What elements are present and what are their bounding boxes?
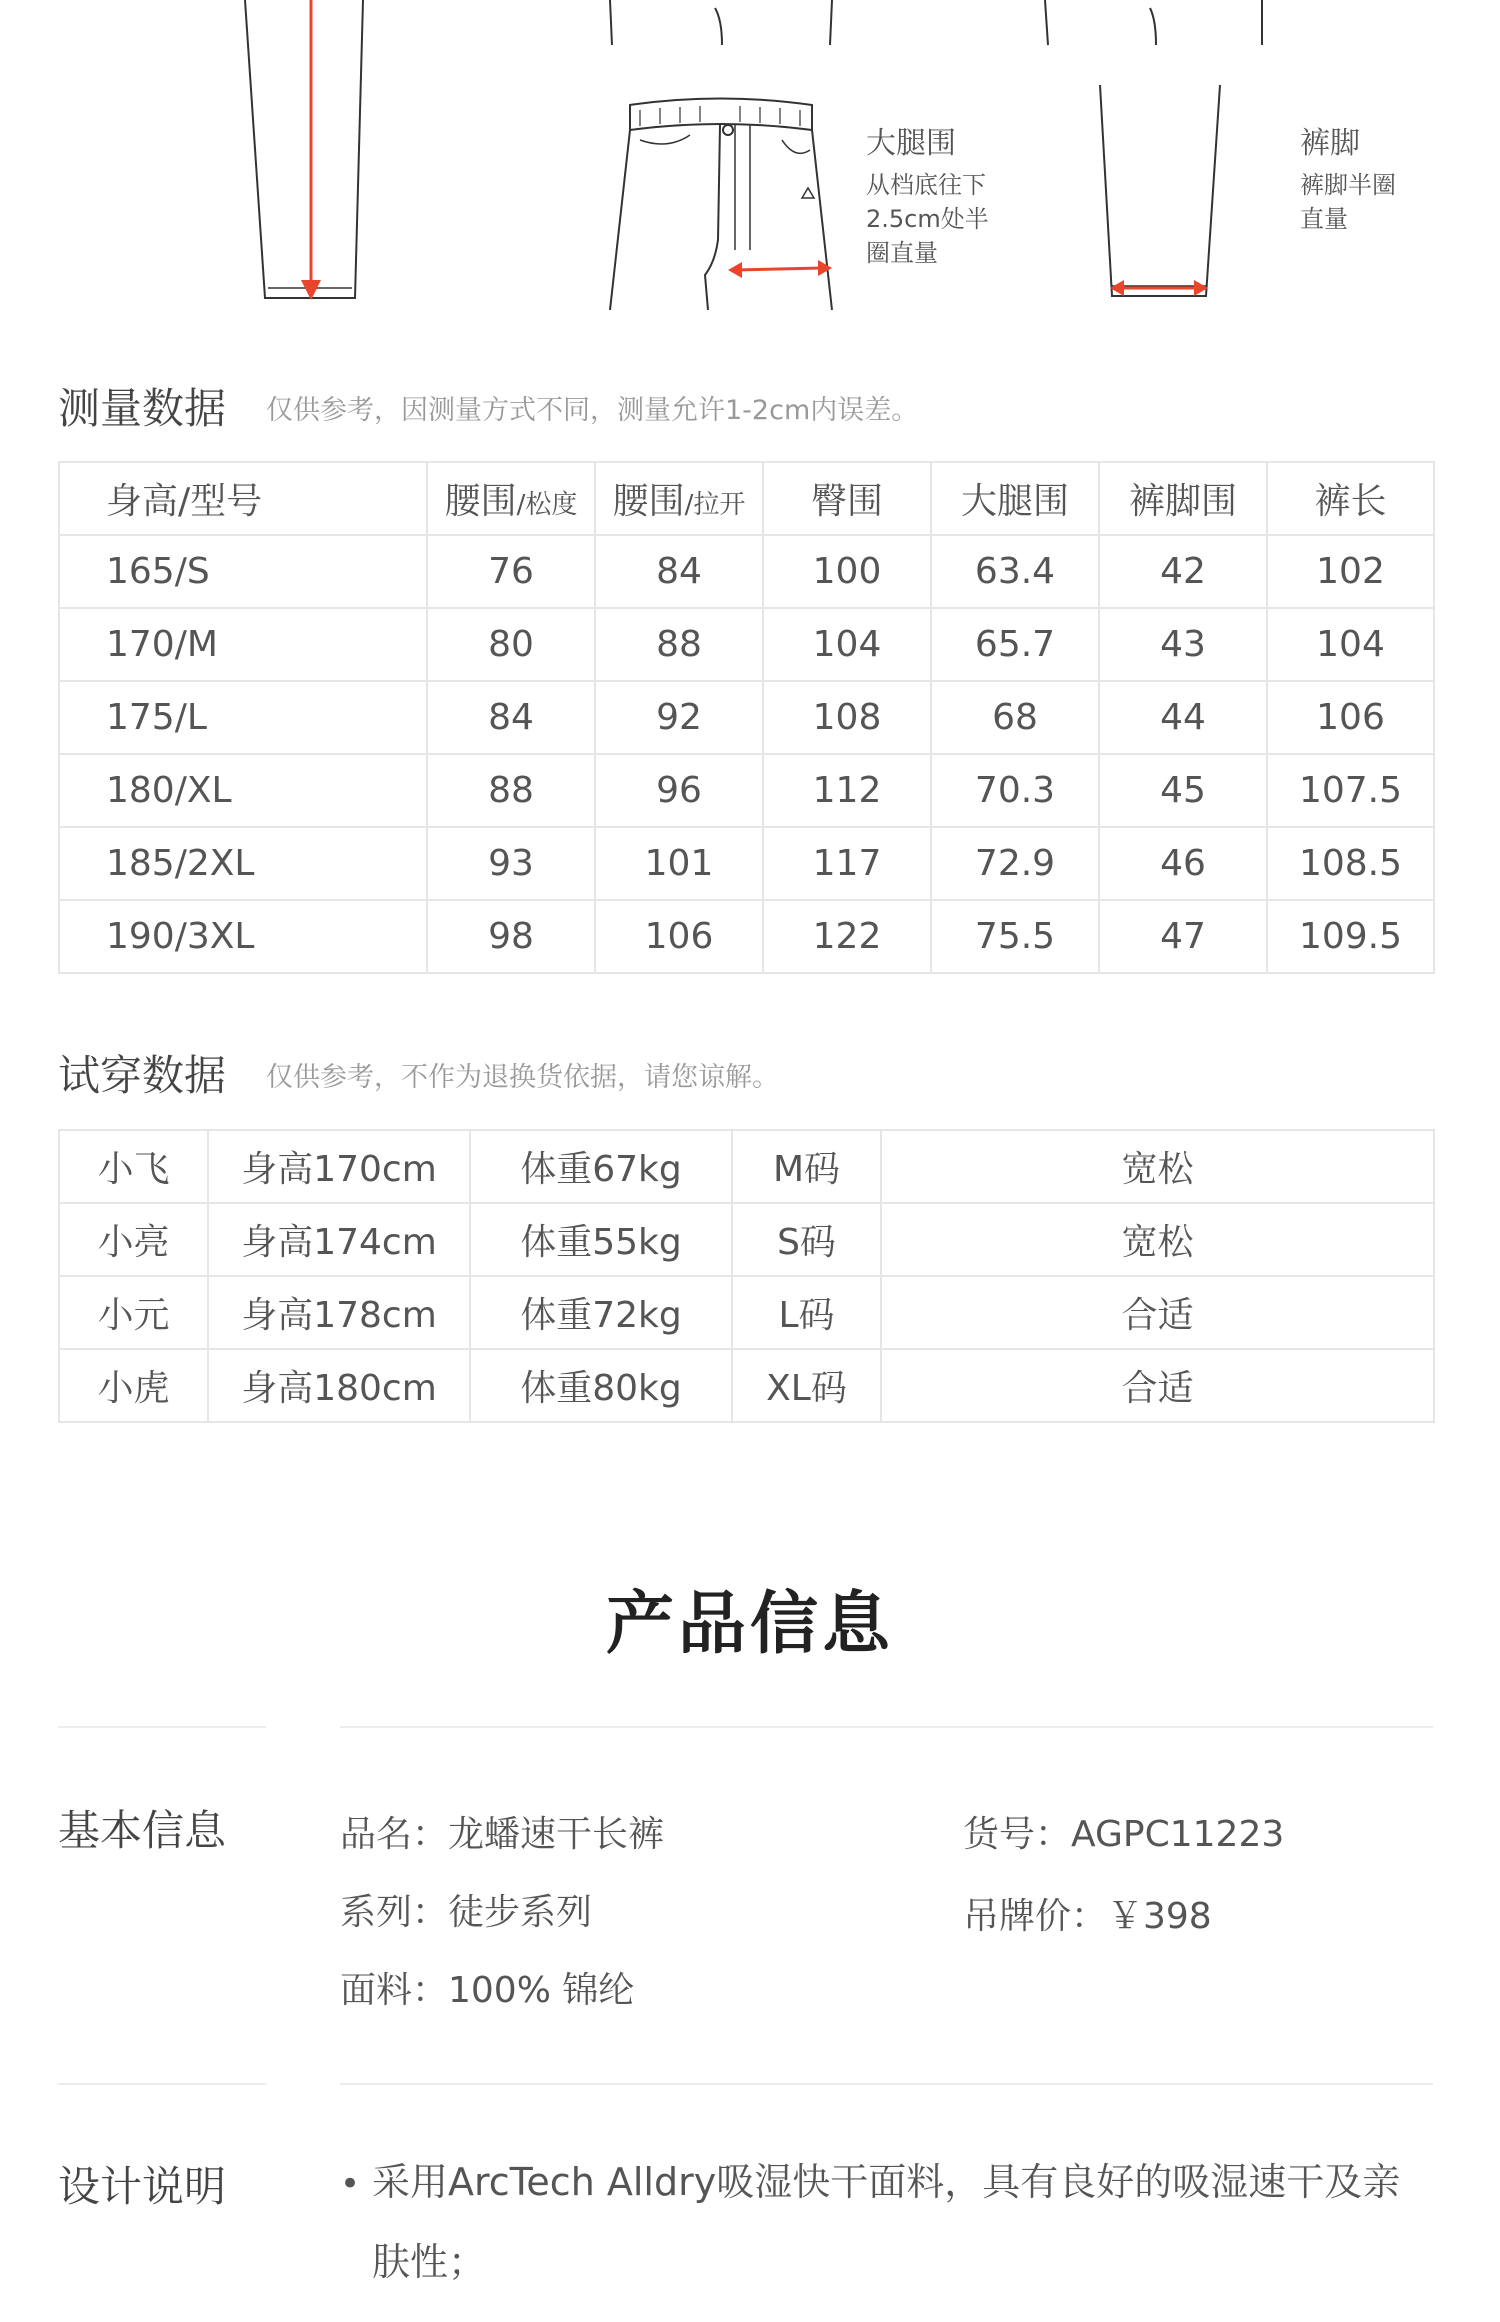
product-sku: 货号：AGPC11223 [963,1814,1285,1855]
cell-waist-stretched: 84 [595,535,763,608]
size-diagram [0,0,1500,330]
cell-hip: 112 [763,754,931,827]
cell-fit: 合适 [881,1276,1434,1349]
cell-length: 104 [1267,608,1434,681]
divider [340,1726,1433,1728]
cell-waist-relaxed: 84 [427,681,595,754]
cell-height: 身高178cm [208,1276,470,1349]
thigh-description: 从档底往下 2.5cm处半 圈直量 [866,171,989,267]
divider [58,1726,266,1728]
cell-tester: 小虎 [59,1349,208,1422]
pants-illustration [0,0,1500,330]
design-description: 采用ArcTech Alldry吸湿快干面料，具有良好的吸湿速干及亲肤性； [372,2160,1401,2284]
cell-size: M码 [732,1130,881,1203]
cell-size: 190/3XL [59,900,427,973]
cell-hip: 117 [763,827,931,900]
cell-size: 170/M [59,608,427,681]
cell-length: 106 [1267,681,1434,754]
measure-note: 仅供参考，因测量方式不同，测量允许1-2cm内误差。 [266,395,919,426]
cell-height: 身高174cm [208,1203,470,1276]
cell-weight: 体重72kg [470,1276,732,1349]
cell-hip: 122 [763,900,931,973]
cell-size: S码 [732,1203,881,1276]
cell-thigh: 70.3 [931,754,1099,827]
divider [58,2083,266,2085]
table-row [59,1349,1434,1422]
cell-waist-relaxed: 76 [427,535,595,608]
table-row [59,1130,1434,1203]
cell-fit: 合适 [881,1349,1434,1422]
cell-hem: 43 [1099,608,1267,681]
cell-waist-relaxed: 88 [427,754,595,827]
tryon-table [58,1129,1435,1423]
cell-hem: 45 [1099,754,1267,827]
cell-thigh: 68 [931,681,1099,754]
table-row [59,608,1434,681]
cell-size: 165/S [59,535,427,608]
product-series: 系列：徒步系列 [340,1892,593,1933]
cell-size: 180/XL [59,754,427,827]
cell-waist-stretched: 92 [595,681,763,754]
design-info-label: 设计说明 [58,2162,227,2211]
cell-hip: 108 [763,681,931,754]
table-row [59,535,1434,608]
cell-weight: 体重55kg [470,1203,732,1276]
cell-weight: 体重80kg [470,1349,732,1422]
cell-height: 身高170cm [208,1130,470,1203]
cell-thigh: 63.4 [931,535,1099,608]
cell-hem: 46 [1099,827,1267,900]
product-fabric: 面料：100% 锦纶 [340,1970,635,2011]
basic-info-label: 基本信息 [58,1806,227,1855]
cell-waist-relaxed: 98 [427,900,595,973]
header-hem: 裤脚围 [1099,462,1267,535]
header-thigh: 大腿围 [931,462,1099,535]
product-info-title: 产品信息 [605,1585,894,1664]
cell-size: 185/2XL [59,827,427,900]
cell-tester: 小亮 [59,1203,208,1276]
cell-tester: 小飞 [59,1130,208,1203]
cell-length: 108.5 [1267,827,1434,900]
cell-height: 身高180cm [208,1349,470,1422]
table-row [59,827,1434,900]
measure-table [58,461,1435,974]
cell-thigh: 72.9 [931,827,1099,900]
table-row [59,1276,1434,1349]
cell-hem: 47 [1099,900,1267,973]
measure-title: 测量数据 [58,384,227,433]
cell-fit: 宽松 [881,1203,1434,1276]
cell-waist-stretched: 101 [595,827,763,900]
thigh-label: 大腿围 [866,126,956,161]
header-hip: 臀围 [763,462,931,535]
cell-thigh: 75.5 [931,900,1099,973]
cell-thigh: 65.7 [931,608,1099,681]
cell-hip: 100 [763,535,931,608]
cell-hem: 42 [1099,535,1267,608]
cell-length: 102 [1267,535,1434,608]
table-row [59,681,1434,754]
table-row [59,1203,1434,1276]
cell-size: 175/L [59,681,427,754]
header-waist-relaxed: 腰围/松度 [427,462,595,535]
cell-size: XL码 [732,1349,881,1422]
bullet-icon: • [340,2164,361,2204]
cell-tester: 小元 [59,1276,208,1349]
tryon-title: 试穿数据 [58,1051,227,1100]
cell-waist-relaxed: 80 [427,608,595,681]
pant-leg-outline [245,0,363,298]
cell-hem: 44 [1099,681,1267,754]
cell-hip: 104 [763,608,931,681]
cell-weight: 体重67kg [470,1130,732,1203]
table-row [59,754,1434,827]
cell-fit: 宽松 [881,1130,1434,1203]
header-waist-stretched: 腰围/拉开 [595,462,763,535]
header-height-size: 身高/型号 [59,462,427,535]
cell-waist-relaxed: 93 [427,827,595,900]
hem-label: 裤脚 [1300,126,1360,161]
cell-length: 109.5 [1267,900,1434,973]
header-length: 裤长 [1267,462,1434,535]
tryon-note: 仅供参考，不作为退换货依据，请您谅解。 [266,1062,779,1093]
hem-description: 裤脚半圈 直量 [1300,171,1396,233]
table-row [59,900,1434,973]
cell-size: L码 [732,1276,881,1349]
cell-waist-stretched: 106 [595,900,763,973]
divider [340,2083,1433,2085]
thigh-arrow [735,268,822,270]
cell-length: 107.5 [1267,754,1434,827]
product-price: 吊牌价：￥398 [963,1896,1212,1937]
measure-header-row [59,462,1434,535]
product-name: 品名：龙蟠速干长裤 [340,1814,665,1855]
cell-waist-stretched: 88 [595,608,763,681]
cell-waist-stretched: 96 [595,754,763,827]
